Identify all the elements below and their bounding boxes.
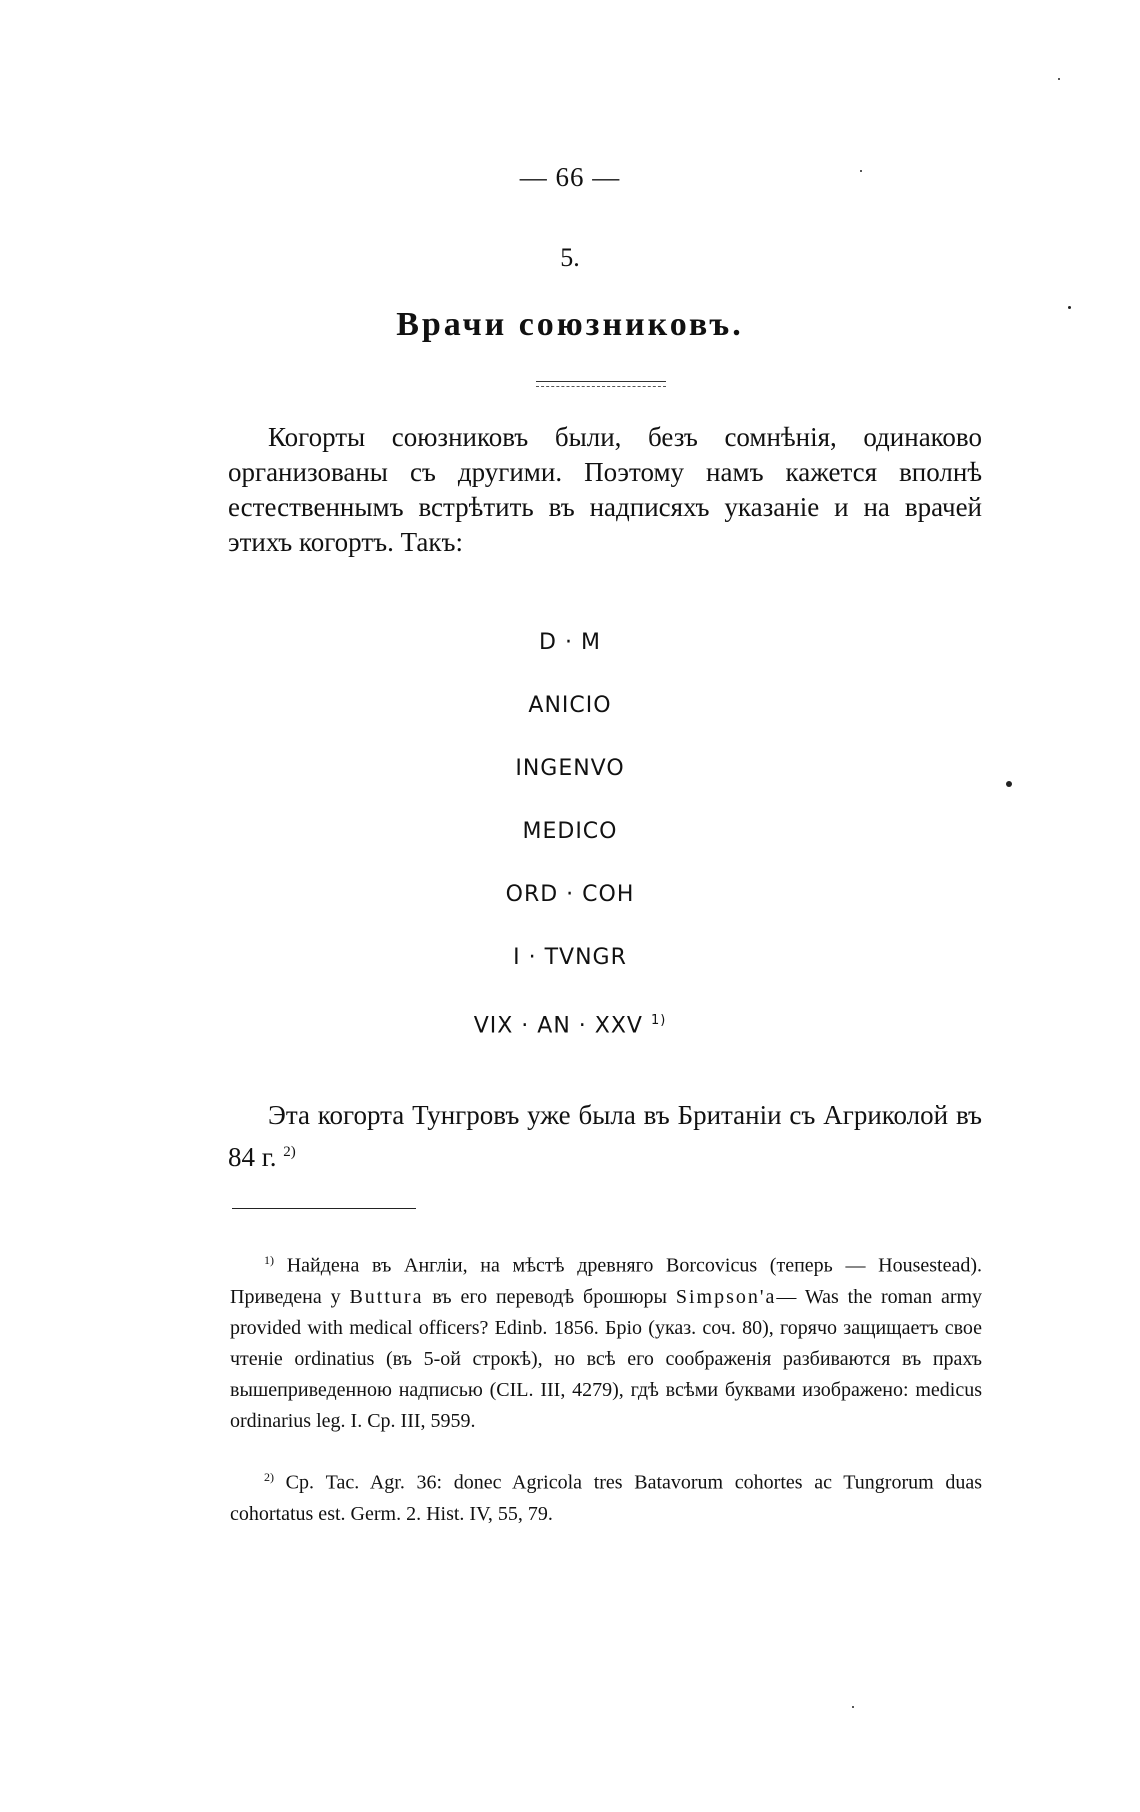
inscription-line: MEDICO [522,819,618,844]
footnote-1-marker: 1) [264,1253,274,1267]
scan-speck [1058,78,1060,80]
inscription-last-line [0,1001,1140,1064]
body-text: Эта когорта Тунгровъ уже была въ Британіи съ Агриколой въ 84 г. [228,1100,982,1172]
footnote-divider [232,1208,416,1209]
footnote-1-part2: въ его переводѣ брошюры [432,1285,667,1308]
section-title: Врачи союзниковъ. [396,306,744,343]
footnote-2-text: Ср. Tac. Agr. 36: donec Agricola tres Batavorum cohortes ac Tungrorum duas cohortatus est. Germ. 2. Hist. IV, 55, 79. [230,1471,982,1525]
title-divider [536,381,666,382]
scan-speck [1068,306,1071,309]
page-number: — 66 — [519,162,621,192]
footnote-1-author2: Simpson'a [675,1285,777,1308]
inscription-block [0,623,1140,1064]
scan-speck [852,1706,854,1708]
inscription-line: INGENVO [515,756,625,781]
footnote-1-part3: — Was the roman army provided with medical officers? Edinb. 1856. Брiо (указ. соч. 80), горячо защищаетъ свое чтеніе ordinatius (въ 5-ой строкѣ), но всѣ его соображенія разбиваются въ прахъ вышеприведенною надписью (CIL. III, 4279), гдѣ всѣми буквами изображено: medicus ordinarius leg. I. Ср. III, 5959. [230,1285,983,1432]
footnote-marker-1: 1) [650,1013,667,1028]
inscription-line: ORD · COH [505,882,635,907]
footnote-2 [230,1462,982,1530]
footnote-1-author1: Buttura [349,1285,424,1308]
intro-paragraph: Когорты союзниковъ были, безъ сомнѣнія, одинаково организованы съ другими. Поэтому намъ кажется вполнѣ естественнымъ встрѣтить въ надписяхъ указаніе и на врачей этихъ когортъ. Такъ: [228,422,982,557]
inscription-line: D · M [539,630,601,655]
footnote-2-marker: 2) [264,1470,274,1484]
scan-speck [1006,781,1012,787]
footnote-marker-2: 2) [283,1144,296,1160]
footnote-1-part1: Найдена въ Англіи, на мѣстѣ древняго Borcovicus (теперь — Housestead). Приведена у [230,1254,982,1308]
scan-speck [860,170,862,172]
body-paragraph [228,1097,982,1176]
title-divider-dashed [536,386,666,387]
inscription-line: I · TVNGR [513,945,627,970]
footnote-1 [230,1245,982,1437]
section-number: 5. [560,243,580,272]
inscription-line: ANICIO [528,693,612,718]
inscription-line: VIX · AN · XXV [473,1013,643,1039]
